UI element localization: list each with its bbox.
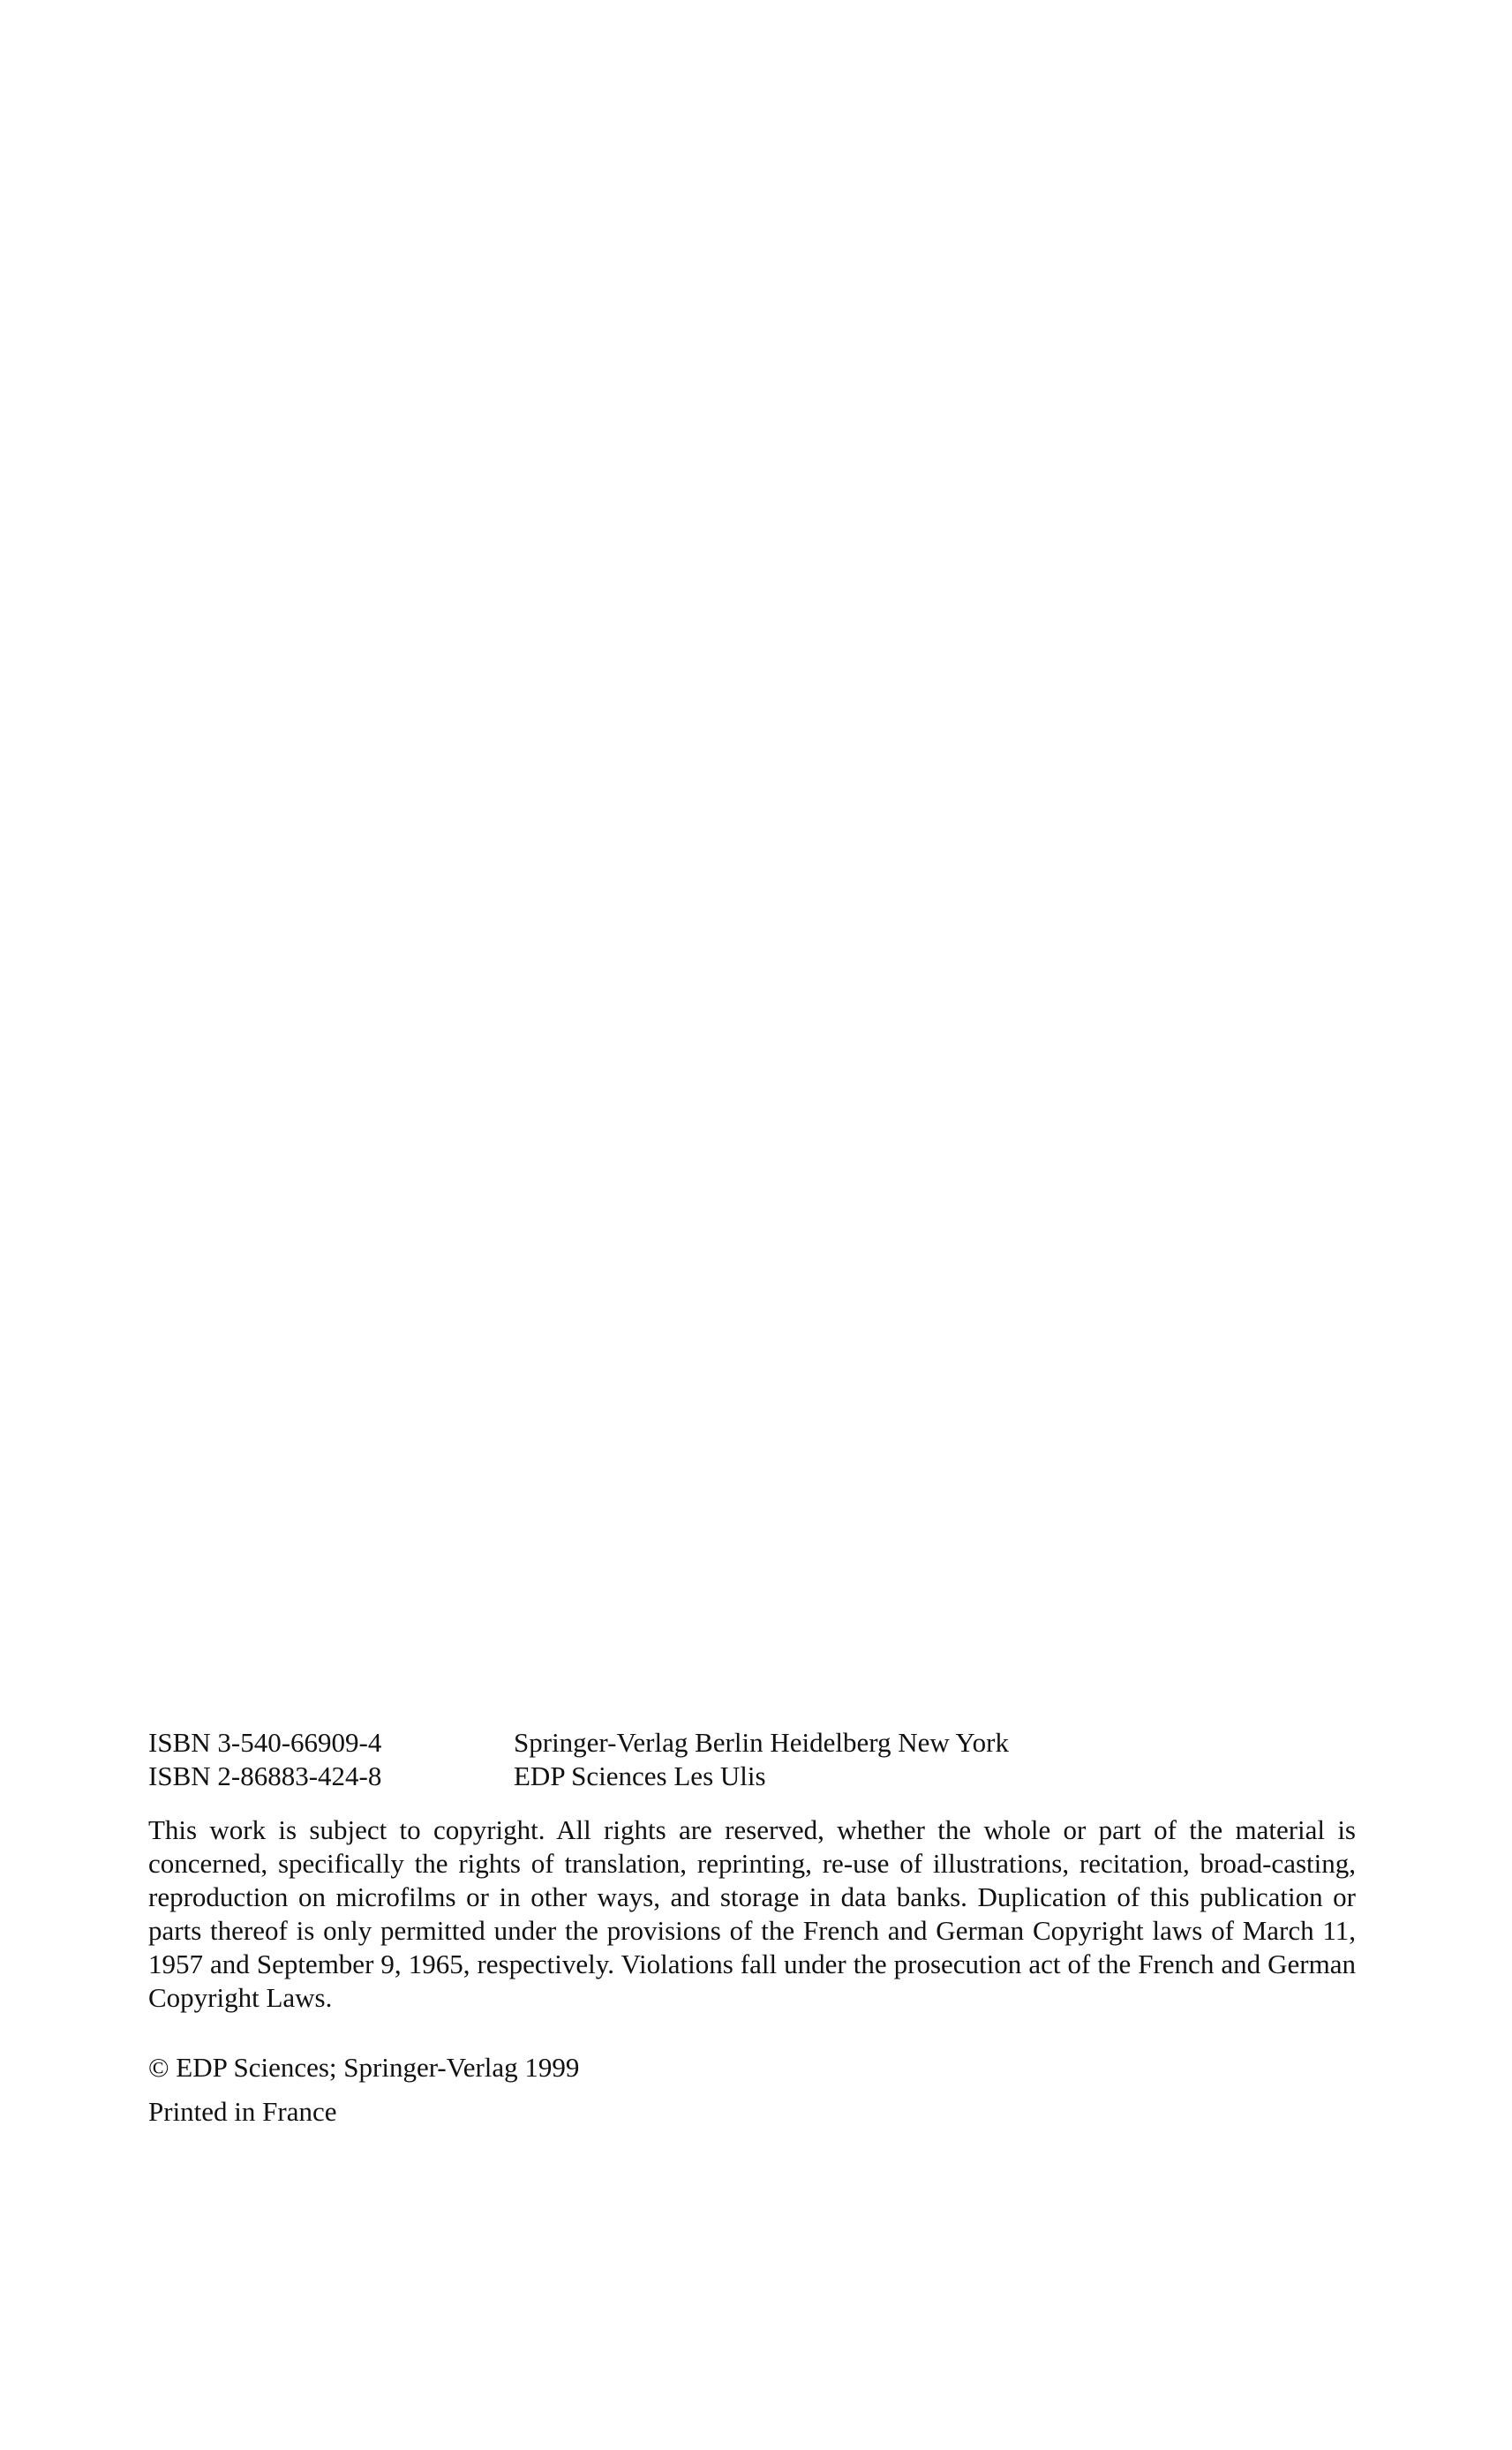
isbn-publisher: Springer-Verlag Berlin Heidelberg New York <box>514 1727 1009 1758</box>
isbn-number: ISBN 2-86883-424-8 <box>148 1760 382 1791</box>
isbn-row <box>148 1726 1356 1760</box>
copyright-line: © EDP Sciences; Springer-Verlag 1999 <box>148 2052 580 2083</box>
isbn-publisher: EDP Sciences Les Ulis <box>514 1760 766 1791</box>
isbn-row <box>148 1760 1356 1793</box>
copyright-notice: This work is subject to copyright. All rights are reserved, whether the whole or part of the material is concerned, specifically the rights of translation, reprinting, re-use of illustrations, recitation, broad-casting, reproduction on microfilms or in other ways, and storage in data banks. Duplication of this publication or parts thereof is only permitted under the provisions of the French and German Copyright laws of March 11, 1957 and September 9, 1965, respectively. Violations fall under the prosecution act of the French and German Copyright Laws. <box>148 1814 1356 2013</box>
isbn-number: ISBN 3-540-66909-4 <box>148 1727 382 1758</box>
isbn-table <box>148 1726 1356 1793</box>
printed-in-line: Printed in France <box>148 2096 337 2127</box>
